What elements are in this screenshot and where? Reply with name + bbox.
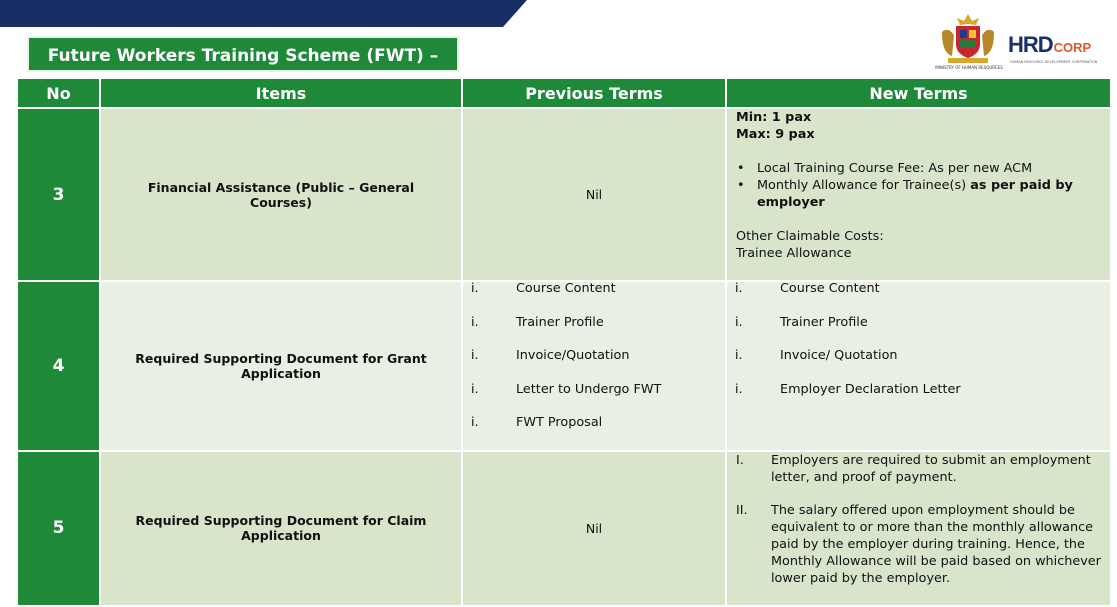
list-item: i. Course Content — [471, 281, 616, 296]
header-no: No — [17, 78, 100, 108]
row-number: 5 — [17, 451, 100, 606]
list-item: i. Invoice/ Quotation — [735, 348, 898, 364]
table-row — [17, 281, 1111, 451]
previous-terms: Nil — [462, 108, 726, 281]
table-row — [17, 108, 1111, 281]
row-item: Required Supporting Document for Claim Application — [100, 451, 462, 606]
list-item: i. Letter to Undergo FWT — [471, 381, 662, 397]
header-new-terms: New Terms — [726, 78, 1111, 108]
previous-terms: Nil — [462, 451, 726, 606]
previous-terms — [462, 281, 726, 451]
header-items: Items — [100, 78, 462, 108]
table-row — [17, 451, 1111, 606]
new-terms — [726, 281, 1111, 451]
ministry-caption: MINISTRY OF HUMAN RESOURCES — [935, 65, 1003, 70]
hrd-caption: HUMAN RESOURCE DEVELOPMENT CORPORATION — [1010, 60, 1098, 64]
list-item: i. Course Content — [735, 281, 880, 296]
list-item: i. Employer Declaration Letter — [735, 381, 961, 397]
other-costs-value: Trainee Allowance — [736, 246, 852, 261]
logo-area — [928, 12, 1108, 72]
table-header-row — [17, 78, 1111, 108]
top-decorative-band — [0, 0, 527, 27]
list-item: i. Trainer Profile — [735, 314, 868, 330]
new-terms — [726, 108, 1111, 281]
list-item: i. FWT Proposal — [471, 415, 603, 431]
row-number: 3 — [17, 108, 100, 281]
other-costs-label: Other Claimable Costs: — [736, 229, 884, 244]
min-pax: Min: 1 pax — [736, 110, 812, 125]
bullet-item: • Monthly Allowance for Trainee(s) as per paid by employer — [737, 178, 1073, 210]
bullet-item: • Local Training Course Fee: As per new ACM — [737, 161, 1033, 176]
row-item: Required Supporting Document for Grant Application — [100, 281, 462, 451]
slide-title: Future Workers Training Scheme (FWT) – — [27, 36, 459, 72]
list-item: i. Trainer Profile — [471, 314, 604, 330]
list-item: I. Employers are required to submit an employment letter, and proof of payment. — [736, 452, 1091, 485]
new-terms — [726, 451, 1111, 606]
hrd-corp-logo: HRDCORP — [1008, 32, 1092, 57]
list-item: II. The salary offered upon employment should be equivalent to or more than the monthly allowance paid by the employer during training. Hence, the Monthly Allowance will be paid based on whichever lower paid by the employer. — [736, 502, 1101, 586]
header-previous-terms: Previous Terms — [462, 78, 726, 108]
row-number: 4 — [17, 281, 100, 451]
list-item: i. Invoice/Quotation — [471, 348, 630, 364]
terms-table — [16, 77, 1112, 607]
max-pax: Max: 9 pax — [736, 127, 815, 142]
ministry-crest-logo — [932, 12, 1004, 66]
row-item: Financial Assistance (Public – General Courses) — [100, 108, 462, 281]
